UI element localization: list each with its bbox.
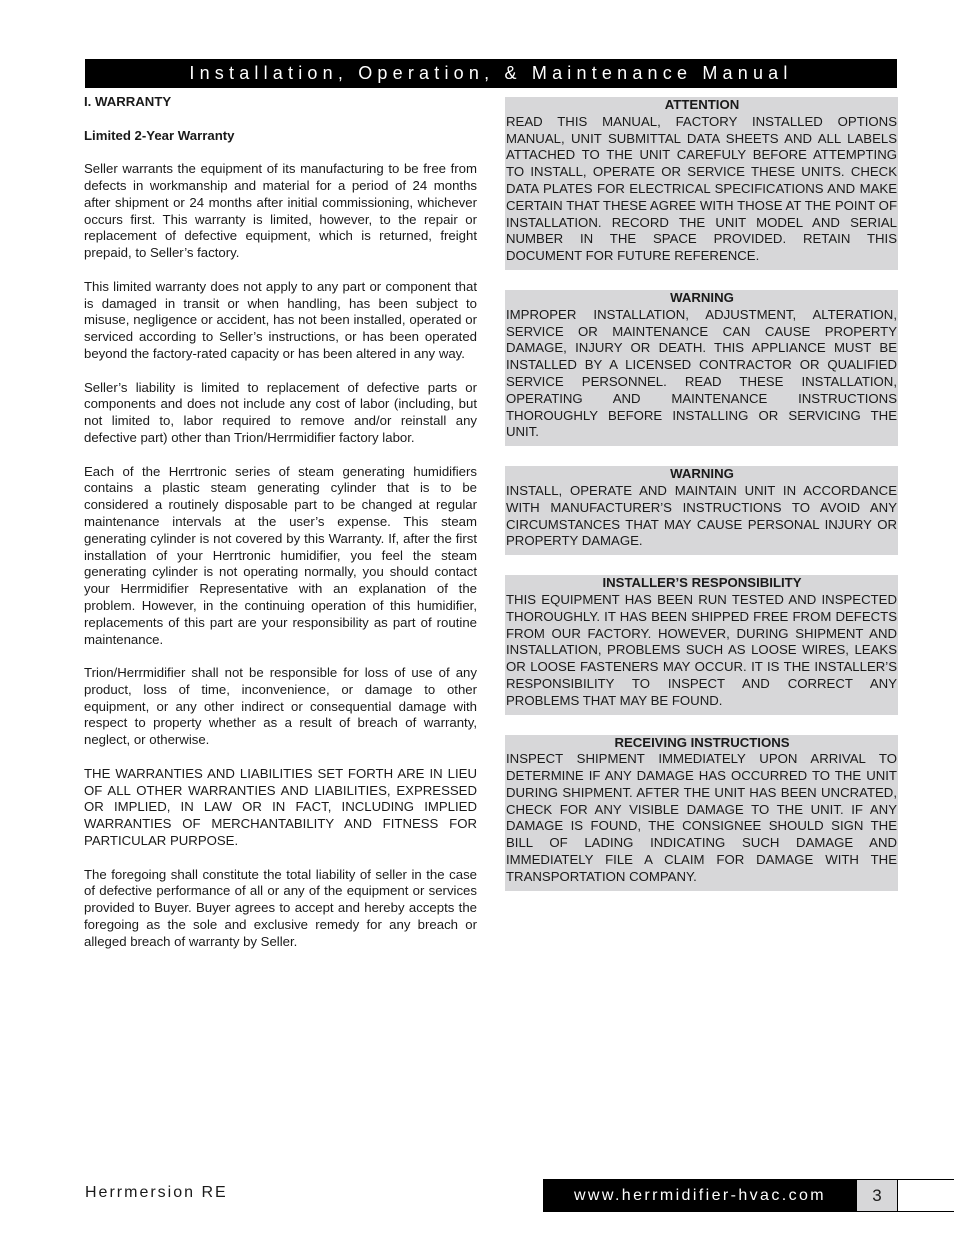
warranty-paragraph: Seller’s liability is limited to replacement of defective parts or components and does not include any cost of labor (including, but not limited to, labor required to remove and/or reinstall any defective part) other than Trion/Herrmidifier factory labor. xyxy=(84,379,477,445)
installer-responsibility-notice xyxy=(505,575,898,714)
notice-title: ATTENTION xyxy=(664,97,740,112)
receiving-instructions-notice xyxy=(505,735,898,891)
notice-body: INSTALL, OPERATE AND MAINTAIN UNIT IN ACCORDANCE WITH MANUFACTURER’S INSTRUCTIONS TO AVOID ANY CIRCUMSTANCES THAT MAY CAUSE PERSONAL INJURY OR PROPERTY DAMAGE. xyxy=(506,482,897,549)
notice-title: RECEIVING INSTRUCTIONS xyxy=(614,734,790,750)
warranty-paragraph: THE WARRANTIES AND LIABILITIES SET FORTH ARE IN LIEU OF ALL OTHER WARRANTIES AND LIABILITIES, EXPRESSED OR IMPLIED, IN LAW OR IN FACT, INCLUDING IMPLIED WARRANTIES OF MERCHANTABILITY AND FITNESS FOR PARTICULAR PURPOSE. xyxy=(84,765,477,849)
notice-title: WARNING xyxy=(670,466,734,482)
section-heading: I. WARRANTY xyxy=(84,94,172,109)
notice-title: WARNING xyxy=(670,289,734,305)
footer-website-bar xyxy=(543,1179,857,1212)
footer-product-name: Herrmersion RE xyxy=(85,1184,228,1201)
notice-body: IMPROPER INSTALLATION, ADJUSTMENT, ALTERATION, SERVICE OR MAINTENANCE CAN CAUSE PROPERTY DAMAGE, INJURY OR DEATH. THIS APPLIANCE MUST BE INSTALLED BY A LICENSED CONTRACTOR OR QUALIFIED SERVICE PERSONNEL. READ THESE INSTALLATION, OPERATING AND MAINTENANCE INSTRUCTIONS THOROUGHLY BEFORE INSTALLING OR SERVICING THE UNIT. xyxy=(506,306,897,440)
website-link[interactable]: www.herrmidifier-hvac.com xyxy=(573,1186,827,1204)
warranty-paragraph: This limited warranty does not apply to any part or component that is damaged in transit or when handling, has been subject to misuse, negligence or accident, has not been installed, operated or serviced according to Seller’s instructions, or has been operated beyond the factory-rated capacity or has been altered in any way. xyxy=(84,278,477,361)
page-number: 3 xyxy=(857,1179,897,1212)
notice-body: INSPECT SHIPMENT IMMEDIATELY UPON ARRIVAL TO DETERMINE IF ANY DAMAGE HAS OCCURRED TO THE UNIT DURING SHIPMENT. AFTER THE UNIT HAS BEEN UNCRATED, CHECK FOR ANY VISIBLE DAMAGE TO THE UNIT. IF ANY DAMAGE IS FOUND, THE CONSIGNEE SHOULD SIGN THE BILL OF LADING INDICATING SUCH DAMAGE AND IMMEDIATELY FILE A CLAIM FOR DAMAGE WITH THE TRANSPORTATION COMPANY. xyxy=(506,751,897,884)
warning-notice xyxy=(505,466,898,555)
notice-body: READ THIS MANUAL, FACTORY INSTALLED OPTIONS MANUAL, UNIT SUBMITTAL DATA SHEETS AND ALL LABELS ATTACHED TO THE UNIT CAREFULY BEFORE ATTEMPTING TO INSTALL, OPERATE OR SERVICE THESE UNITS. CHECK DATA PLATES FOR ELECTRICAL SPECIFICATIONS AND MAKE CERTAIN THAT THESE AGREE WITH THOSE AT THE POINT OF INSTALLATION. RECORD THE UNIT MODEL AND SERIAL NUMBER IN THE SPACE PROVIDED. RETAIN THIS DOCUMENT FOR FUTURE REFERENCE. xyxy=(506,113,897,264)
notices-column xyxy=(505,97,898,911)
page-header-bar xyxy=(85,59,897,88)
notice-title: INSTALLER’S RESPONSIBILITY xyxy=(602,575,802,591)
footer-rule xyxy=(897,1179,954,1212)
attention-notice xyxy=(505,97,898,270)
warranty-paragraph: The foregoing shall constitute the total liability of seller in the case of defective performance of all or any of the equipment or services provided to Buyer. Buyer agrees to accept and hereby accepts the foregoing as the sole and exclusive remedy for any breach or alleged breach of warranty by Seller. xyxy=(84,866,477,949)
section-subheading: Limited 2-Year Warranty xyxy=(84,127,235,143)
manual-title: Installation, Operation, & Maintenance Manual xyxy=(189,63,793,83)
warranty-paragraph: Each of the Herrtronic series of steam generating humidifiers contains a plastic steam generating cylinder that is to be considered a routinely disposable part to be changed at regular maintenance intervals at the user’s expense. This steam generating cylinder is not covered by this Warranty. If, after the first installation of your Herrtronic humidifier, you feel the steam generating cylinder is not operating normally, you should contact your Herrmidifier Representative with an explanation of the problem. However, in the continuing operation of this humidifier, replacements of this part are your responsibility as part of routine maintenance. xyxy=(84,463,477,647)
warranty-section xyxy=(84,94,477,967)
warranty-paragraph: Seller warrants the equipment of its manufacturing to be free from defects in workmanship and material for a period of 24 months after shipment or 24 months after initial commissioning, whichever occurs first. This warranty is limited, however, to the repair or replacement of defective equipment, which is returned, freight prepaid, to Seller’s factory. xyxy=(84,161,477,261)
warning-notice xyxy=(505,290,898,446)
warranty-paragraph: Trion/Herrmidifier shall not be responsible for loss of use of any product, loss of time, inconvenience, or damage to other equipment, or any other indirect or consequential damage with respect to property whether as a result of breach of warranty, neglect, or otherwise. xyxy=(84,665,477,748)
notice-body: THIS EQUIPMENT HAS BEEN RUN TESTED AND INSPECTED THOROUGHLY. IT HAS BEEN SHIPPED FREE FROM DEFECTS FROM OUR FACTORY. HOWEVER, DURING SHIPMENT AND INSTALLATION, PROBLEMS SUCH AS LOOSE WIRES, LEAKS OR LOOSE FASTENERS MAY OCCUR. IT IS THE INSTALLER’S RESPONSIBILITY TO INSPECT AND CORRECT ANY PROBLEMS THAT MAY BE FOUND. xyxy=(506,591,897,708)
